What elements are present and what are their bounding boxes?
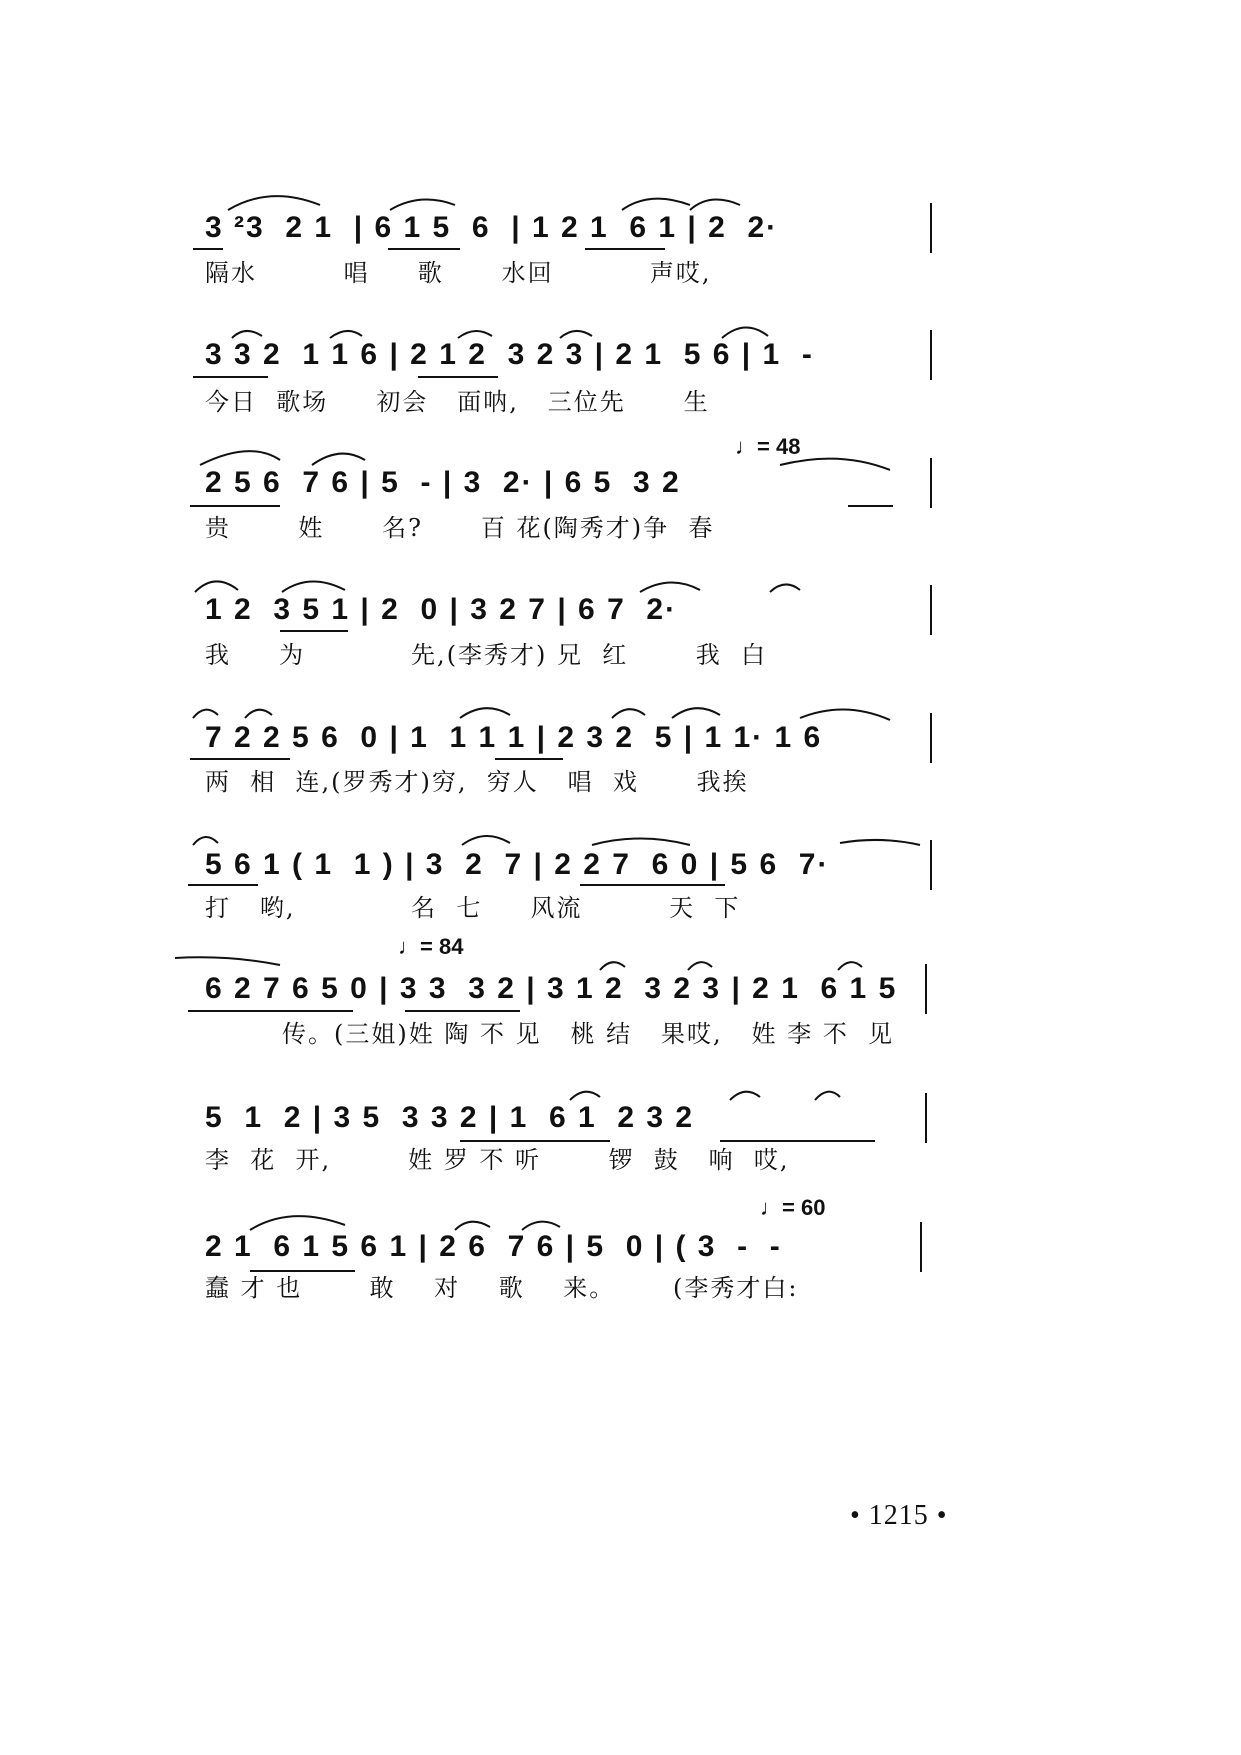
tempo-marking-1: ♩= 48	[735, 434, 801, 459]
rhythm-underline	[848, 505, 893, 507]
rhythm-underline	[405, 1010, 520, 1012]
lyric-line-9: 蠢 才 也 敢 对 歌 来。 (李秀才白:	[205, 1274, 799, 1302]
notation-line-6: 5 6 1 ( 1 1 ) | 3 2 7 | 2 2 7 6 0 | 5 6 7·	[205, 848, 830, 881]
rhythm-underline	[580, 884, 725, 886]
notation-line-4: 1 2 3 5 1 | 2 0 | 3 2 7 | 6 7 2·	[205, 593, 678, 626]
notation-line-3: 2 5 6 7 6 | 5 - | 3 2· | 6 5 3 2	[205, 466, 681, 499]
rhythm-underline	[188, 1010, 353, 1012]
notation-line-8: 5 1 2 | 3 5 3 3 2 | 1 6 1 2 3 2	[205, 1101, 695, 1134]
lyric-line-2: 今日 歌场 初会 面呐, 三位先 生	[205, 388, 710, 416]
notation-line-7: 6 2 7 6 5 0 | 3 3 3 2 | 3 1 2 3 2 3 | 2 1 6 1 5	[205, 972, 898, 1005]
rhythm-underline	[388, 248, 460, 250]
tempo-marking-3: ♩= 60	[760, 1195, 826, 1220]
lyric-line-3: 贵 姓 名? 百 花(陶秀才)争 春	[205, 514, 715, 542]
rhythm-underline	[460, 1140, 610, 1142]
tempo-marking-2: ♩= 84	[398, 934, 464, 959]
rhythm-underline	[190, 758, 290, 760]
lyric-line-1: 隔水 唱 歌 水回 声哎,	[205, 259, 712, 287]
rhythm-underline	[190, 505, 280, 507]
notation-line-9: 2 1 6 1 5 6 1 | 2 6 7 6 | 5 0 | ( 3 - -	[205, 1230, 782, 1263]
rhythm-underline	[418, 376, 498, 378]
lyric-line-8: 李 花 开, 姓 罗 不 听 锣 鼓 响 哎,	[205, 1146, 790, 1174]
lyric-line-4: 我 为 先,(李秀才) 兄 红 我 白	[205, 641, 767, 669]
rhythm-underline	[720, 1140, 875, 1142]
lyric-line-5: 两 相 连,(罗秀才)穷, 穷人 唱 戏 我挨	[205, 768, 749, 796]
rhythm-underline	[585, 248, 665, 250]
notation-line-2: 3 3 2 1 1 6 | 2 1 2 3 2 3 | 2 1 5 6 | 1 -	[205, 338, 814, 371]
rhythm-underline	[193, 376, 268, 378]
rhythm-underline	[250, 1270, 355, 1272]
rhythm-underline	[193, 248, 223, 250]
page-number: • 1215 •	[850, 1500, 948, 1531]
lyric-line-6: 打 哟, 名 七 风流 天 下	[205, 894, 741, 922]
rhythm-underline	[495, 758, 563, 760]
notation-line-1: 3 ²3 2 1 | 6 1 5 6 | 1 2 1 6 1 | 2 2·	[205, 211, 779, 244]
lyric-line-7: 传。(三姐)姓 陶 不 见 桃 结 果哎, 姓 李 不 见	[205, 1020, 895, 1048]
notation-line-5: 7 2 2 5 6 0 | 1 1 1 1 | 2 3 2 5 | 1 1· 1 6	[205, 721, 823, 754]
rhythm-underline	[188, 884, 258, 886]
rhythm-underline	[280, 630, 348, 632]
